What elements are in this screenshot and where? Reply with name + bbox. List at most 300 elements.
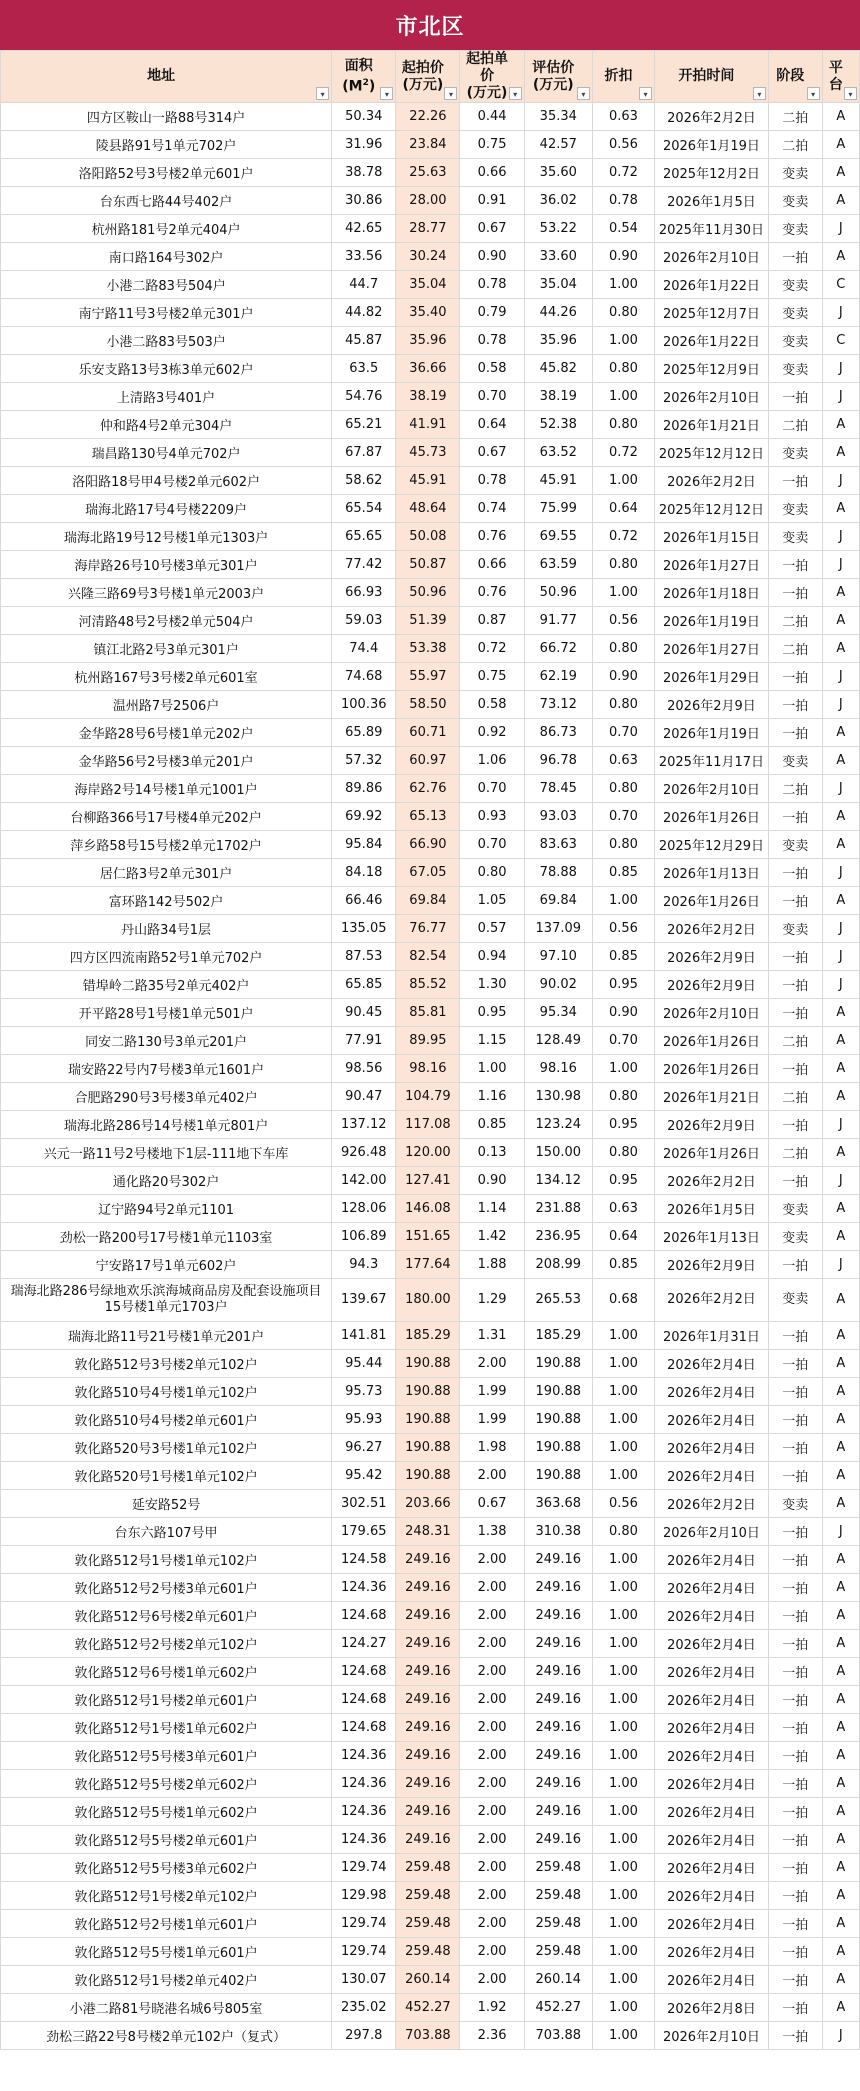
filter-dropdown-icon[interactable]: ▾	[807, 87, 820, 100]
cell-discount[interactable]: 1.00	[592, 1055, 654, 1083]
cell-eval-price[interactable]: 452.27	[524, 1994, 592, 2022]
cell-address[interactable]: 敦化路512号5号楼1单元602户	[1, 1798, 332, 1826]
cell-area[interactable]: 129.98	[332, 1882, 396, 1910]
cell-address[interactable]: 敦化路512号5号楼3单元602户	[1, 1854, 332, 1882]
cell-start-price[interactable]: 260.14	[396, 1966, 460, 1994]
cell-platform[interactable]: J	[822, 859, 859, 887]
cell-stage[interactable]: 变卖	[768, 215, 822, 243]
cell-platform[interactable]: J	[822, 915, 859, 943]
cell-start-price[interactable]: 23.84	[396, 131, 460, 159]
cell-platform[interactable]: C	[822, 327, 859, 355]
cell-start-price[interactable]: 146.08	[396, 1195, 460, 1223]
cell-eval-price[interactable]: 50.96	[524, 579, 592, 607]
cell-start-price[interactable]: 76.77	[396, 915, 460, 943]
cell-discount[interactable]: 0.80	[592, 691, 654, 719]
cell-start-price[interactable]: 35.40	[396, 299, 460, 327]
cell-area[interactable]: 124.27	[332, 1630, 396, 1658]
cell-stage[interactable]: 二拍	[768, 1139, 822, 1167]
cell-platform[interactable]: A	[822, 159, 859, 187]
cell-platform[interactable]: J	[822, 467, 859, 495]
cell-eval-price[interactable]: 69.84	[524, 887, 592, 915]
cell-start-price[interactable]: 58.50	[396, 691, 460, 719]
cell-stage[interactable]: 一拍	[768, 1882, 822, 1910]
cell-eval-price[interactable]: 97.10	[524, 943, 592, 971]
cell-address[interactable]: 错埠岭二路35号2单元402户	[1, 971, 332, 999]
cell-auction-time[interactable]: 2025年12月12日	[655, 495, 769, 523]
cell-area[interactable]: 95.93	[332, 1406, 396, 1434]
cell-stage[interactable]: 二拍	[768, 607, 822, 635]
cell-area[interactable]: 65.65	[332, 523, 396, 551]
cell-start-price[interactable]: 249.16	[396, 1714, 460, 1742]
cell-eval-price[interactable]: 73.12	[524, 691, 592, 719]
cell-start-price[interactable]: 249.16	[396, 1658, 460, 1686]
cell-eval-price[interactable]: 150.00	[524, 1139, 592, 1167]
cell-area[interactable]: 95.73	[332, 1378, 396, 1406]
cell-discount[interactable]: 0.80	[592, 831, 654, 859]
cell-area[interactable]: 66.93	[332, 579, 396, 607]
cell-eval-price[interactable]: 208.99	[524, 1251, 592, 1279]
cell-discount[interactable]: 0.80	[592, 1083, 654, 1111]
cell-discount[interactable]: 0.63	[592, 1195, 654, 1223]
cell-area[interactable]: 66.46	[332, 887, 396, 915]
cell-auction-time[interactable]: 2026年2月10日	[655, 999, 769, 1027]
cell-discount[interactable]: 0.85	[592, 943, 654, 971]
cell-eval-price[interactable]: 134.12	[524, 1167, 592, 1195]
cell-eval-price[interactable]: 91.77	[524, 607, 592, 635]
cell-eval-price[interactable]: 190.88	[524, 1378, 592, 1406]
cell-discount[interactable]: 0.90	[592, 663, 654, 691]
cell-address[interactable]: 杭州路167号3号楼2单元601室	[1, 663, 332, 691]
cell-unit-price[interactable]: 2.00	[460, 1350, 524, 1378]
cell-eval-price[interactable]: 259.48	[524, 1910, 592, 1938]
cell-address[interactable]: 南宁路11号3号楼2单元301户	[1, 299, 332, 327]
cell-auction-time[interactable]: 2026年2月10日	[655, 2022, 769, 2050]
cell-platform[interactable]: A	[822, 187, 859, 215]
cell-platform[interactable]: A	[822, 1714, 859, 1742]
cell-discount[interactable]: 0.64	[592, 1223, 654, 1251]
cell-eval-price[interactable]: 185.29	[524, 1322, 592, 1350]
cell-auction-time[interactable]: 2026年2月2日	[655, 915, 769, 943]
cell-platform[interactable]: J	[822, 1111, 859, 1139]
cell-eval-price[interactable]: 260.14	[524, 1966, 592, 1994]
cell-auction-time[interactable]: 2026年1月5日	[655, 187, 769, 215]
cell-start-price[interactable]: 69.84	[396, 887, 460, 915]
cell-area[interactable]: 58.62	[332, 467, 396, 495]
cell-platform[interactable]: A	[822, 495, 859, 523]
cell-start-price[interactable]: 50.87	[396, 551, 460, 579]
cell-platform[interactable]: A	[822, 243, 859, 271]
cell-auction-time[interactable]: 2026年2月4日	[655, 1574, 769, 1602]
cell-auction-time[interactable]: 2026年1月26日	[655, 887, 769, 915]
cell-start-price[interactable]: 35.96	[396, 327, 460, 355]
cell-stage[interactable]: 一拍	[768, 1574, 822, 1602]
cell-address[interactable]: 敦化路512号6号楼1单元602户	[1, 1658, 332, 1686]
cell-unit-price[interactable]: 0.93	[460, 803, 524, 831]
cell-unit-price[interactable]: 0.79	[460, 299, 524, 327]
cell-stage[interactable]: 一拍	[768, 1938, 822, 1966]
cell-auction-time[interactable]: 2026年1月18日	[655, 579, 769, 607]
cell-start-price[interactable]: 203.66	[396, 1490, 460, 1518]
cell-area[interactable]: 65.54	[332, 495, 396, 523]
cell-stage[interactable]: 变卖	[768, 495, 822, 523]
filter-dropdown-icon[interactable]: ▾	[639, 87, 652, 100]
cell-unit-price[interactable]: 0.67	[460, 439, 524, 467]
cell-stage[interactable]: 一拍	[768, 1350, 822, 1378]
cell-platform[interactable]: A	[822, 1195, 859, 1223]
cell-discount[interactable]: 1.00	[592, 1630, 654, 1658]
cell-address[interactable]: 陵县路91号1单元702户	[1, 131, 332, 159]
cell-eval-price[interactable]: 249.16	[524, 1770, 592, 1798]
cell-auction-time[interactable]: 2026年1月19日	[655, 607, 769, 635]
cell-unit-price[interactable]: 1.31	[460, 1322, 524, 1350]
filter-dropdown-icon[interactable]: ▾	[844, 87, 857, 100]
cell-discount[interactable]: 1.00	[592, 271, 654, 299]
cell-start-price[interactable]: 67.05	[396, 859, 460, 887]
cell-area[interactable]: 124.36	[332, 1742, 396, 1770]
cell-unit-price[interactable]: 0.75	[460, 131, 524, 159]
cell-discount[interactable]: 0.70	[592, 803, 654, 831]
cell-discount[interactable]: 1.00	[592, 1714, 654, 1742]
cell-auction-time[interactable]: 2026年2月4日	[655, 1854, 769, 1882]
cell-address[interactable]: 劲松三路22号8号楼2单元102户（复式）	[1, 2022, 332, 2050]
cell-eval-price[interactable]: 93.03	[524, 803, 592, 831]
cell-platform[interactable]: A	[822, 411, 859, 439]
cell-eval-price[interactable]: 35.34	[524, 103, 592, 131]
cell-address[interactable]: 瑞海北路286号绿地欢乐滨海城商品房及配套设施项目15号楼1单元1703户	[1, 1279, 332, 1322]
cell-discount[interactable]: 1.00	[592, 327, 654, 355]
cell-stage[interactable]: 一拍	[768, 1630, 822, 1658]
cell-eval-price[interactable]: 363.68	[524, 1490, 592, 1518]
cell-address[interactable]: 四方区鞍山一路88号314户	[1, 103, 332, 131]
cell-auction-time[interactable]: 2026年2月4日	[655, 1714, 769, 1742]
cell-address[interactable]: 居仁路3号2单元301户	[1, 859, 332, 887]
cell-unit-price[interactable]: 2.00	[460, 1798, 524, 1826]
cell-start-price[interactable]: 249.16	[396, 1798, 460, 1826]
cell-discount[interactable]: 1.00	[592, 467, 654, 495]
cell-discount[interactable]: 1.00	[592, 2022, 654, 2050]
cell-stage[interactable]: 二拍	[768, 103, 822, 131]
cell-platform[interactable]: A	[822, 1630, 859, 1658]
cell-unit-price[interactable]: 0.87	[460, 607, 524, 635]
cell-address[interactable]: 温州路7号2506户	[1, 691, 332, 719]
cell-platform[interactable]: A	[822, 1546, 859, 1574]
cell-area[interactable]: 84.18	[332, 859, 396, 887]
cell-eval-price[interactable]: 63.59	[524, 551, 592, 579]
cell-area[interactable]: 57.32	[332, 747, 396, 775]
cell-address[interactable]: 兴元一路11号2号楼地下1层-111地下车库	[1, 1139, 332, 1167]
cell-stage[interactable]: 一拍	[768, 467, 822, 495]
cell-unit-price[interactable]: 2.00	[460, 1938, 524, 1966]
cell-stage[interactable]: 变卖	[768, 187, 822, 215]
cell-stage[interactable]: 变卖	[768, 299, 822, 327]
cell-platform[interactable]: J	[822, 943, 859, 971]
cell-start-price[interactable]: 190.88	[396, 1406, 460, 1434]
cell-auction-time[interactable]: 2026年2月4日	[655, 1910, 769, 1938]
cell-area[interactable]: 128.06	[332, 1195, 396, 1223]
cell-platform[interactable]: J	[822, 663, 859, 691]
cell-stage[interactable]: 一拍	[768, 1602, 822, 1630]
cell-auction-time[interactable]: 2026年2月2日	[655, 1167, 769, 1195]
cell-start-price[interactable]: 89.95	[396, 1027, 460, 1055]
cell-start-price[interactable]: 38.19	[396, 383, 460, 411]
cell-area[interactable]: 129.74	[332, 1938, 396, 1966]
cell-auction-time[interactable]: 2025年12月29日	[655, 831, 769, 859]
cell-platform[interactable]: A	[822, 831, 859, 859]
cell-platform[interactable]: A	[822, 1406, 859, 1434]
cell-platform[interactable]: J	[822, 1251, 859, 1279]
cell-auction-time[interactable]: 2026年1月29日	[655, 663, 769, 691]
cell-area[interactable]: 42.65	[332, 215, 396, 243]
cell-address[interactable]: 兴隆三路69号3号楼1单元2003户	[1, 579, 332, 607]
cell-address[interactable]: 南口路164号302户	[1, 243, 332, 271]
cell-area[interactable]: 124.58	[332, 1546, 396, 1574]
cell-address[interactable]: 仲和路4号2单元304户	[1, 411, 332, 439]
cell-discount[interactable]: 1.00	[592, 1350, 654, 1378]
cell-stage[interactable]: 变卖	[768, 159, 822, 187]
cell-platform[interactable]: A	[822, 1055, 859, 1083]
cell-start-price[interactable]: 45.73	[396, 439, 460, 467]
cell-address[interactable]: 洛阳路52号3号楼2单元601户	[1, 159, 332, 187]
cell-address[interactable]: 敦化路512号3号楼2单元102户	[1, 1350, 332, 1378]
cell-unit-price[interactable]: 0.13	[460, 1139, 524, 1167]
cell-discount[interactable]: 1.00	[592, 383, 654, 411]
cell-stage[interactable]: 变卖	[768, 355, 822, 383]
cell-auction-time[interactable]: 2026年2月4日	[655, 1770, 769, 1798]
cell-start-price[interactable]: 104.79	[396, 1083, 460, 1111]
cell-discount[interactable]: 0.56	[592, 1490, 654, 1518]
cell-eval-price[interactable]: 249.16	[524, 1826, 592, 1854]
cell-area[interactable]: 95.42	[332, 1462, 396, 1490]
cell-address[interactable]: 台东西七路44号402户	[1, 187, 332, 215]
cell-unit-price[interactable]: 2.00	[460, 1658, 524, 1686]
cell-unit-price[interactable]: 1.05	[460, 887, 524, 915]
cell-start-price[interactable]: 190.88	[396, 1350, 460, 1378]
cell-auction-time[interactable]: 2026年1月5日	[655, 1195, 769, 1223]
cell-area[interactable]: 69.92	[332, 803, 396, 831]
cell-auction-time[interactable]: 2025年12月9日	[655, 355, 769, 383]
cell-discount[interactable]: 0.80	[592, 1139, 654, 1167]
cell-eval-price[interactable]: 259.48	[524, 1854, 592, 1882]
cell-platform[interactable]: A	[822, 887, 859, 915]
cell-start-price[interactable]: 35.04	[396, 271, 460, 299]
cell-address[interactable]: 辽宁路94号2单元1101	[1, 1195, 332, 1223]
cell-stage[interactable]: 一拍	[768, 1055, 822, 1083]
cell-start-price[interactable]: 51.39	[396, 607, 460, 635]
cell-stage[interactable]: 二拍	[768, 411, 822, 439]
cell-auction-time[interactable]: 2026年1月13日	[655, 1223, 769, 1251]
cell-discount[interactable]: 1.00	[592, 1434, 654, 1462]
cell-eval-price[interactable]: 35.60	[524, 159, 592, 187]
cell-platform[interactable]: A	[822, 103, 859, 131]
cell-auction-time[interactable]: 2026年1月21日	[655, 1083, 769, 1111]
cell-discount[interactable]: 0.56	[592, 607, 654, 635]
cell-unit-price[interactable]: 1.06	[460, 747, 524, 775]
cell-address[interactable]: 四方区四流南路52号1单元702户	[1, 943, 332, 971]
cell-discount[interactable]: 0.95	[592, 1167, 654, 1195]
cell-stage[interactable]: 一拍	[768, 1111, 822, 1139]
cell-platform[interactable]: J	[822, 1518, 859, 1546]
cell-area[interactable]: 94.3	[332, 1251, 396, 1279]
cell-start-price[interactable]: 36.66	[396, 355, 460, 383]
cell-auction-time[interactable]: 2025年11月17日	[655, 747, 769, 775]
cell-address[interactable]: 敦化路510号4号楼1单元102户	[1, 1378, 332, 1406]
cell-discount[interactable]: 1.00	[592, 1938, 654, 1966]
cell-eval-price[interactable]: 83.63	[524, 831, 592, 859]
cell-stage[interactable]: 一拍	[768, 1854, 822, 1882]
cell-eval-price[interactable]: 63.52	[524, 439, 592, 467]
cell-start-price[interactable]: 248.31	[396, 1518, 460, 1546]
cell-platform[interactable]: J	[822, 299, 859, 327]
cell-eval-price[interactable]: 249.16	[524, 1798, 592, 1826]
cell-area[interactable]: 235.02	[332, 1994, 396, 2022]
cell-unit-price[interactable]: 1.29	[460, 1279, 524, 1322]
cell-stage[interactable]: 二拍	[768, 131, 822, 159]
cell-discount[interactable]: 1.00	[592, 1406, 654, 1434]
cell-stage[interactable]: 二拍	[768, 635, 822, 663]
cell-address[interactable]: 敦化路512号1号楼2单元102户	[1, 1882, 332, 1910]
cell-auction-time[interactable]: 2026年1月15日	[655, 523, 769, 551]
cell-start-price[interactable]: 117.08	[396, 1111, 460, 1139]
cell-platform[interactable]: A	[822, 719, 859, 747]
cell-discount[interactable]: 1.00	[592, 1910, 654, 1938]
cell-platform[interactable]: J	[822, 2022, 859, 2050]
cell-platform[interactable]: A	[822, 1966, 859, 1994]
cell-start-price[interactable]: 65.13	[396, 803, 460, 831]
cell-start-price[interactable]: 55.97	[396, 663, 460, 691]
cell-eval-price[interactable]: 78.88	[524, 859, 592, 887]
cell-platform[interactable]: J	[822, 523, 859, 551]
cell-address[interactable]: 敦化路510号4号楼2单元601户	[1, 1406, 332, 1434]
cell-discount[interactable]: 0.80	[592, 635, 654, 663]
cell-auction-time[interactable]: 2026年2月9日	[655, 971, 769, 999]
cell-eval-price[interactable]: 66.72	[524, 635, 592, 663]
filter-dropdown-icon[interactable]: ▾	[316, 87, 329, 100]
cell-area[interactable]: 124.36	[332, 1826, 396, 1854]
cell-area[interactable]: 38.78	[332, 159, 396, 187]
cell-address[interactable]: 小港二路81号晓港名城6号805室	[1, 1994, 332, 2022]
cell-area[interactable]: 54.76	[332, 383, 396, 411]
cell-stage[interactable]: 一拍	[768, 383, 822, 411]
cell-eval-price[interactable]: 42.57	[524, 131, 592, 159]
cell-discount[interactable]: 0.68	[592, 1279, 654, 1322]
cell-platform[interactable]: A	[822, 1378, 859, 1406]
cell-stage[interactable]: 一拍	[768, 1251, 822, 1279]
cell-discount[interactable]: 1.00	[592, 1574, 654, 1602]
cell-platform[interactable]: A	[822, 1279, 859, 1322]
cell-address[interactable]: 台柳路366号17号楼4单元202户	[1, 803, 332, 831]
cell-auction-time[interactable]: 2025年12月2日	[655, 159, 769, 187]
cell-unit-price[interactable]: 0.75	[460, 663, 524, 691]
cell-platform[interactable]: J	[822, 215, 859, 243]
cell-unit-price[interactable]: 0.66	[460, 551, 524, 579]
cell-stage[interactable]: 变卖	[768, 1490, 822, 1518]
cell-unit-price[interactable]: 0.67	[460, 215, 524, 243]
cell-start-price[interactable]: 41.91	[396, 411, 460, 439]
cell-area[interactable]: 90.47	[332, 1083, 396, 1111]
cell-address[interactable]: 海岸路26号10号楼3单元301户	[1, 551, 332, 579]
cell-start-price[interactable]: 120.00	[396, 1139, 460, 1167]
filter-dropdown-icon[interactable]: ▾	[380, 87, 393, 100]
cell-discount[interactable]: 1.00	[592, 1462, 654, 1490]
cell-address[interactable]: 瑞海北路19号12号楼1单元1303户	[1, 523, 332, 551]
cell-auction-time[interactable]: 2026年2月4日	[655, 1630, 769, 1658]
cell-platform[interactable]: A	[822, 1742, 859, 1770]
cell-unit-price[interactable]: 1.16	[460, 1083, 524, 1111]
cell-platform[interactable]: A	[822, 1139, 859, 1167]
cell-auction-time[interactable]: 2026年2月4日	[655, 1938, 769, 1966]
cell-stage[interactable]: 一拍	[768, 579, 822, 607]
cell-stage[interactable]: 一拍	[768, 1434, 822, 1462]
cell-platform[interactable]: A	[822, 1994, 859, 2022]
cell-address[interactable]: 小港二路83号503户	[1, 327, 332, 355]
cell-discount[interactable]: 1.00	[592, 1826, 654, 1854]
cell-unit-price[interactable]: 0.85	[460, 1111, 524, 1139]
cell-stage[interactable]: 一拍	[768, 1742, 822, 1770]
cell-auction-time[interactable]: 2026年2月8日	[655, 1994, 769, 2022]
cell-auction-time[interactable]: 2026年2月2日	[655, 467, 769, 495]
cell-unit-price[interactable]: 0.70	[460, 383, 524, 411]
cell-stage[interactable]: 变卖	[768, 915, 822, 943]
cell-unit-price[interactable]: 0.76	[460, 579, 524, 607]
cell-address[interactable]: 敦化路512号6号楼2单元601户	[1, 1602, 332, 1630]
cell-eval-price[interactable]: 249.16	[524, 1742, 592, 1770]
cell-stage[interactable]: 一拍	[768, 1994, 822, 2022]
cell-eval-price[interactable]: 90.02	[524, 971, 592, 999]
cell-eval-price[interactable]: 190.88	[524, 1350, 592, 1378]
cell-stage[interactable]: 一拍	[768, 663, 822, 691]
cell-unit-price[interactable]: 0.44	[460, 103, 524, 131]
cell-auction-time[interactable]: 2026年2月2日	[655, 103, 769, 131]
cell-area[interactable]: 77.91	[332, 1027, 396, 1055]
cell-area[interactable]: 44.82	[332, 299, 396, 327]
cell-start-price[interactable]: 28.77	[396, 215, 460, 243]
cell-platform[interactable]: A	[822, 1083, 859, 1111]
cell-unit-price[interactable]: 0.67	[460, 1490, 524, 1518]
cell-eval-price[interactable]: 62.19	[524, 663, 592, 691]
cell-platform[interactable]: A	[822, 1602, 859, 1630]
cell-unit-price[interactable]: 0.74	[460, 495, 524, 523]
cell-eval-price[interactable]: 231.88	[524, 1195, 592, 1223]
cell-address[interactable]: 敦化路520号1号楼1单元102户	[1, 1462, 332, 1490]
cell-start-price[interactable]: 62.76	[396, 775, 460, 803]
cell-eval-price[interactable]: 703.88	[524, 2022, 592, 2050]
cell-discount[interactable]: 0.80	[592, 355, 654, 383]
cell-auction-time[interactable]: 2026年1月26日	[655, 803, 769, 831]
cell-unit-price[interactable]: 1.92	[460, 1994, 524, 2022]
cell-eval-price[interactable]: 249.16	[524, 1714, 592, 1742]
cell-eval-price[interactable]: 190.88	[524, 1406, 592, 1434]
cell-eval-price[interactable]: 96.78	[524, 747, 592, 775]
cell-start-price[interactable]: 180.00	[396, 1279, 460, 1322]
cell-stage[interactable]: 一拍	[768, 859, 822, 887]
cell-address[interactable]: 瑞昌路130号4单元702户	[1, 439, 332, 467]
cell-stage[interactable]: 一拍	[768, 1658, 822, 1686]
cell-stage[interactable]: 变卖	[768, 1195, 822, 1223]
cell-auction-time[interactable]: 2026年2月4日	[655, 1434, 769, 1462]
cell-area[interactable]: 297.8	[332, 2022, 396, 2050]
cell-unit-price[interactable]: 0.90	[460, 1167, 524, 1195]
cell-start-price[interactable]: 50.08	[396, 523, 460, 551]
cell-platform[interactable]: A	[822, 1882, 859, 1910]
cell-address[interactable]: 敦化路512号5号楼1单元601户	[1, 1938, 332, 1966]
cell-eval-price[interactable]: 249.16	[524, 1686, 592, 1714]
cell-platform[interactable]: A	[822, 579, 859, 607]
cell-area[interactable]: 302.51	[332, 1490, 396, 1518]
cell-discount[interactable]: 1.00	[592, 1882, 654, 1910]
cell-auction-time[interactable]: 2026年2月4日	[655, 1546, 769, 1574]
cell-start-price[interactable]: 28.00	[396, 187, 460, 215]
cell-stage[interactable]: 一拍	[768, 551, 822, 579]
